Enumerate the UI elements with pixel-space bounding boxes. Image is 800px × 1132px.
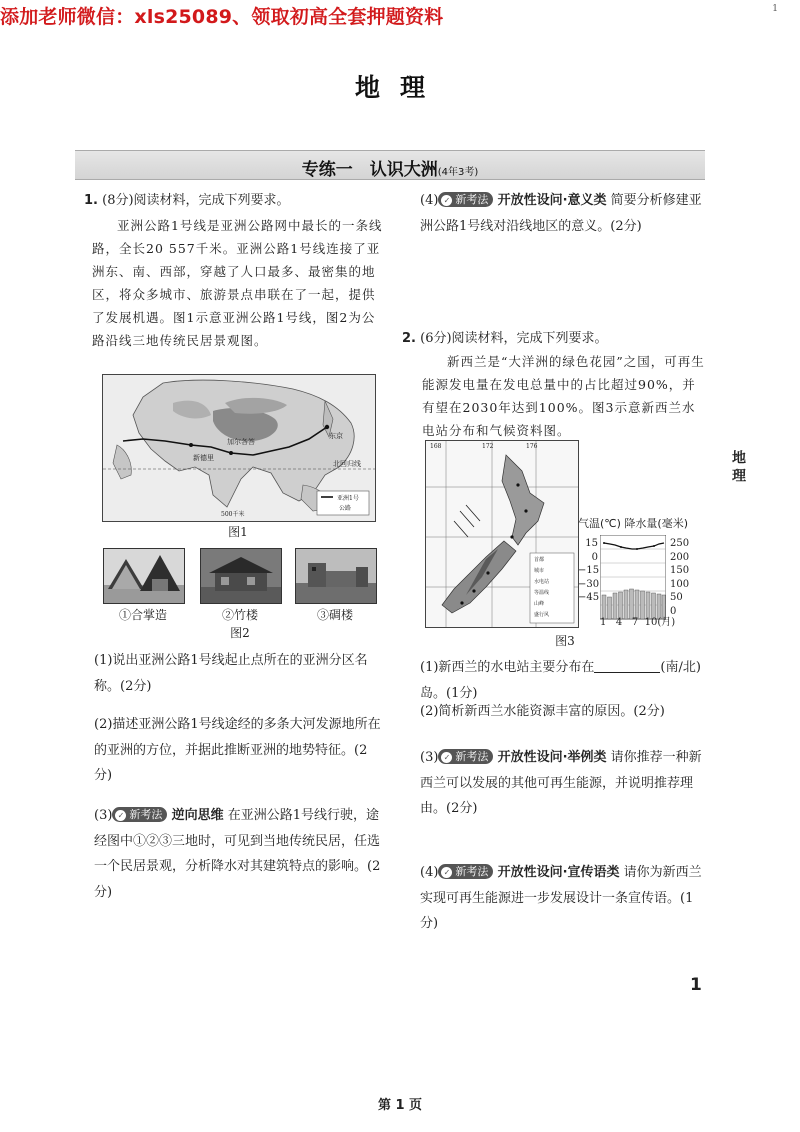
fig1-legend-1: 亚洲1号	[337, 495, 359, 502]
photo-3-caption: ③碉楼	[316, 608, 353, 622]
page-footer: 第 1 页	[377, 1098, 423, 1113]
new-method-tag: ✓ 新考法	[438, 192, 493, 207]
new-method-tag: ✓ 新考法	[112, 807, 167, 822]
month-tick: 1	[600, 617, 607, 628]
precip-tick: 150	[670, 565, 690, 576]
month-tick: 7	[631, 617, 639, 628]
q2-sub3: (3) ✓ 新考法 开放性设问·举例类 请你推荐一种新西兰可以发展的其他可再生能源，并说明推荐理由。(2分)	[420, 750, 702, 816]
check-icon: ✓	[441, 867, 452, 878]
page-corner-number: 1	[690, 975, 702, 995]
q2-number: 2.	[402, 331, 416, 346]
precip-tick: 0	[670, 605, 677, 617]
fig1-legend-2: 公路	[339, 505, 352, 512]
temp-axis	[578, 537, 598, 605]
precip-axis	[670, 537, 689, 618]
precip-tick: 250	[670, 538, 690, 549]
precip-tick: 100	[670, 578, 690, 590]
precip-tick: 200	[670, 551, 690, 563]
q2-passage: 新西兰是“大洋洲的绿色花园”之国，可再生能源发电量在发电总量中的占比超过90%，并有望在2030年达到100%。图3示意新西兰水电站分布和气候资料图。	[422, 354, 705, 438]
check-icon: ✓	[115, 810, 126, 821]
subject-title: 地理	[354, 73, 445, 102]
month-unit: (月)	[657, 617, 676, 628]
q1-sub3-type: 逆向思维	[171, 808, 224, 823]
q1-sub2: (2)描述亚洲公路1号线途经的多条大河发源地所在的亚洲的方位，并据此推断亚洲的地势特征。(2分)	[94, 717, 381, 783]
temp-tick: −30	[578, 578, 600, 590]
legend-item: 城市	[534, 568, 545, 574]
q2-sub4-type: 开放性设问·宣传语类	[497, 865, 620, 880]
photo-bamboo-house	[200, 548, 282, 604]
month-axis	[600, 613, 710, 628]
legend-item: 水电站	[534, 579, 550, 585]
q2-stem	[402, 326, 707, 352]
temp-tick: 15	[585, 538, 598, 549]
figure-1-caption: 图1	[228, 525, 248, 539]
q1-score: (8分)阅读材料，完成下列要求。	[102, 193, 290, 208]
q1-sub4: (4) ✓ 新考法 开放性设问·意义类 简要分析修建亚洲公路1号线对沿线地区的意义。(2分)	[420, 193, 702, 234]
q1-sub1: (1)说出亚洲公路1号线起止点所在的亚洲分区名称。(2分)	[94, 653, 368, 694]
climate-plot	[600, 535, 666, 621]
figure-3-nz-map	[425, 440, 579, 628]
q1-number: 1.	[84, 193, 98, 208]
fig1-label-city-b: 加尔各答	[227, 438, 255, 446]
precip-tick: 50	[670, 592, 683, 603]
q2-sub4: (4) ✓ 新考法 开放性设问·宣传语类 请你为新西兰实现可再生能源进一步发展设计一条宣传语。(1分)	[420, 865, 702, 931]
legend-item: 盛行风	[534, 612, 550, 618]
q1-passage: 亚洲公路1号线是亚洲公路网中最长的一条线路，全长20 557千米。亚洲公路1号线连接了亚洲东、南、西部，穿越了人口最多、最密集的地区，将众多城市、旅游景点串联在了一起，提供了发展机遇。图1示意亚洲公路1号线，图2为公路沿线三地传统民居景观图。	[92, 218, 383, 348]
q2-score: (6分)阅读材料，完成下列要求。	[420, 331, 608, 346]
figure-1-asia-map	[102, 374, 376, 522]
section-title: 专练一 认识大洲	[301, 160, 438, 180]
fig3-tick-lon-172: 172	[482, 443, 494, 450]
photo-1-caption: ①合掌造	[118, 608, 167, 622]
temp-tick: −45	[578, 592, 600, 603]
legend-item: 首都	[534, 557, 545, 563]
section-note: (4年3考)	[437, 167, 479, 178]
temp-tick: 0	[591, 551, 598, 563]
fig1-label-tropic: 北回归线	[333, 460, 361, 468]
month-tick: 10	[644, 617, 658, 628]
legend-item: 山峰	[534, 601, 545, 607]
corner-mark: 1	[772, 4, 778, 14]
month-tick: 4	[615, 617, 623, 628]
q2-sub2: (2)简析新西兰水能资源丰富的原因。(2分)	[420, 704, 665, 719]
new-method-tag: ✓ 新考法	[438, 864, 493, 879]
photo-gassho-zukuri	[103, 548, 185, 604]
q2-sub1: (1)新西兰的水电站主要分布在 (南/北)岛。(1分)	[420, 660, 701, 701]
fig1-label-city-a: 新德里	[193, 454, 214, 462]
new-method-tag: ✓ 新考法	[438, 749, 493, 764]
q2-sub3-type: 开放性设问·举例类	[497, 750, 607, 765]
fig3-legend	[534, 555, 574, 621]
figure-3-caption: 图3	[555, 634, 575, 648]
fig3-tick-lon-176: 176	[526, 443, 538, 450]
photo-2-caption: ②竹楼	[221, 608, 258, 622]
fig3-tick-lon-168: 168	[430, 443, 442, 450]
climate-chart-title: 气温(℃) 降水量(毫米)	[578, 517, 689, 530]
watermark-text: 添加老师微信：xls25089、领取初高全套押题资料	[0, 6, 444, 28]
legend-item: 等温线	[534, 590, 550, 596]
climate-chart	[578, 515, 712, 627]
fig1-label-city-c: 东京	[329, 432, 343, 440]
photo-watchtower	[295, 548, 377, 604]
temp-tick: −15	[578, 565, 600, 576]
fig1-scale: 500千米	[221, 511, 245, 518]
figure-2-caption: 图2	[230, 626, 250, 640]
check-icon: ✓	[441, 752, 452, 763]
q1-sub3: (3) ✓ 新考法 逆向思维 在亚洲公路1号线行驶，途经图中①②③三地时，可见到当地传统民居，任选一个民居景观，分析降水对其建筑特点的影响。(2分)	[94, 808, 381, 900]
q1-sub4-type: 开放性设问·意义类	[497, 193, 607, 208]
check-icon: ✓	[441, 195, 452, 206]
q1-stem	[84, 188, 384, 214]
side-subject-tab: 地理	[730, 450, 746, 486]
section-banner	[75, 150, 705, 180]
answer-blank[interactable]	[594, 660, 660, 673]
